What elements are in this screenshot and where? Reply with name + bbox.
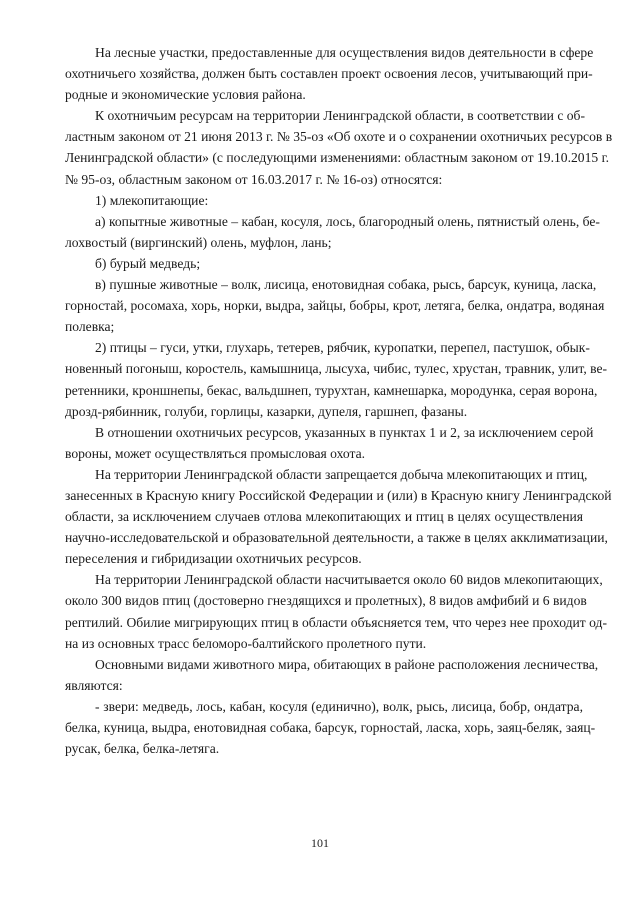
- text-line: горностай, росомаха, хорь, норки, выдра, зайцы, бобры, крот, летяга, белка, ондатра, водяная: [65, 298, 605, 314]
- text-line: являются:: [65, 677, 123, 693]
- text-line: новенный погоныш, коростель, камышница, лысуха, чибис, тулес, хрустан, травник, улит, ве-: [65, 361, 608, 377]
- text-line: ретенники, кроншнепы, бекас, вальдшнеп, турухтан, камнешарка, мородунка, серая ворона,: [65, 382, 598, 398]
- page-number: 101: [311, 836, 329, 850]
- paragraph: [65, 253, 583, 274]
- text-line: 2) птицы – гуси, утки, глухарь, тетерев, рябчик, куропатки, перепел, пастушок, обык-: [95, 340, 590, 356]
- text-line: рептилий. Обилие мигрирующих птиц в области объясняется тем, что через нее проходит од-: [65, 614, 607, 630]
- text-line: В отношении охотничьих ресурсов, указанных в пунктах 1 и 2, за исключением серой: [95, 424, 594, 440]
- text-line: б) бурый медведь;: [95, 255, 201, 271]
- text-line: № 95-оз, областным законом от 16.03.2017 г. № 16-оз) относятся:: [65, 171, 443, 187]
- text-line: - звери: медведь, лось, кабан, косуля (единично), волк, рысь, лисица, бобр, ондатра,: [95, 698, 583, 714]
- paragraph: [65, 422, 594, 464]
- text-line: родные и экономические условия района.: [65, 87, 306, 103]
- text-line: занесенных в Красную книгу Российской Федерации и (или) в Красную книгу Ленинградской: [65, 487, 612, 503]
- text-line: на из основных трасс беломоро-балтийского пролетного пути.: [65, 635, 427, 651]
- text-line: переселения и гибридизации охотничьих ресурсов.: [65, 551, 362, 567]
- text-line: На территории Ленинградской области насчитывается около 60 видов млекопитающих,: [95, 572, 603, 588]
- text-line: К охотничьим ресурсам на территории Ленинградской области, в соответствии с об-: [95, 108, 585, 124]
- text-line: охотничьего хозяйства, должен быть составлен проект освоения лесов, учитывающий при-: [65, 66, 593, 82]
- text-line: 1) млекопитающие:: [95, 192, 209, 208]
- document-page: [65, 42, 613, 759]
- text-line: Ленинградской области» (с последующими изменениями: областным законом от 19.10.2015 г.: [65, 150, 610, 166]
- text-line: русак, белка, белка-летяга.: [65, 741, 220, 757]
- paragraph: [65, 42, 594, 105]
- text-line: белка, куница, выдра, енотовидная собака, барсук, горностай, ласка, хорь, заяц-беляк, заяц-: [65, 720, 596, 735]
- text-line: научно-исследовательской и образовательной деятельности, а также в целях акклиматизации,: [65, 530, 608, 546]
- text-line: На территории Ленинградской области запрещается добыча млекопитающих и птиц,: [95, 466, 588, 482]
- paragraph: [65, 696, 596, 759]
- paragraph: [65, 105, 613, 189]
- text-line: На лесные участки, предоставленные для осуществления видов деятельности в сфере: [95, 45, 594, 60]
- paragraph: [65, 464, 612, 569]
- text-line: Основными видами животного мира, обитающих в районе расположения лесничества,: [95, 656, 599, 672]
- text-line: ластным законом от 21 июня 2013 г. № 35-оз «Об охоте и о сохранении охотничьих ресурсов в: [65, 129, 613, 145]
- text-line: а) копытные животные – кабан, косуля, лось, благородный олень, пятнистый олень, бе-: [95, 213, 600, 229]
- paragraph: [65, 654, 599, 696]
- paragraph: [65, 337, 608, 421]
- text-line: в) пушные животные – волк, лисица, енотовидная собака, рысь, барсук, куница, ласка,: [95, 277, 597, 293]
- text-line: полевка;: [65, 319, 115, 335]
- text-line: около 300 видов птиц (достоверно гнездящихся и пролетных), 8 видов амфибий и 6 видов: [65, 593, 587, 609]
- text-line: лохвостый (виргинский) олень, муфлон, лань;: [65, 234, 332, 250]
- paragraph: [65, 190, 583, 211]
- paragraph: [65, 569, 607, 653]
- text-line: области, за исключением случаев отлова млекопитающих и птиц в целях осуществления: [65, 509, 583, 525]
- paragraph: [65, 211, 600, 253]
- text-line: дрозд-рябинник, голуби, горлицы, казарки, дупеля, гаршнеп, фазаны.: [65, 403, 468, 419]
- text-line: вороны, может осуществляться промысловая охота.: [65, 445, 366, 461]
- paragraph: [65, 274, 605, 337]
